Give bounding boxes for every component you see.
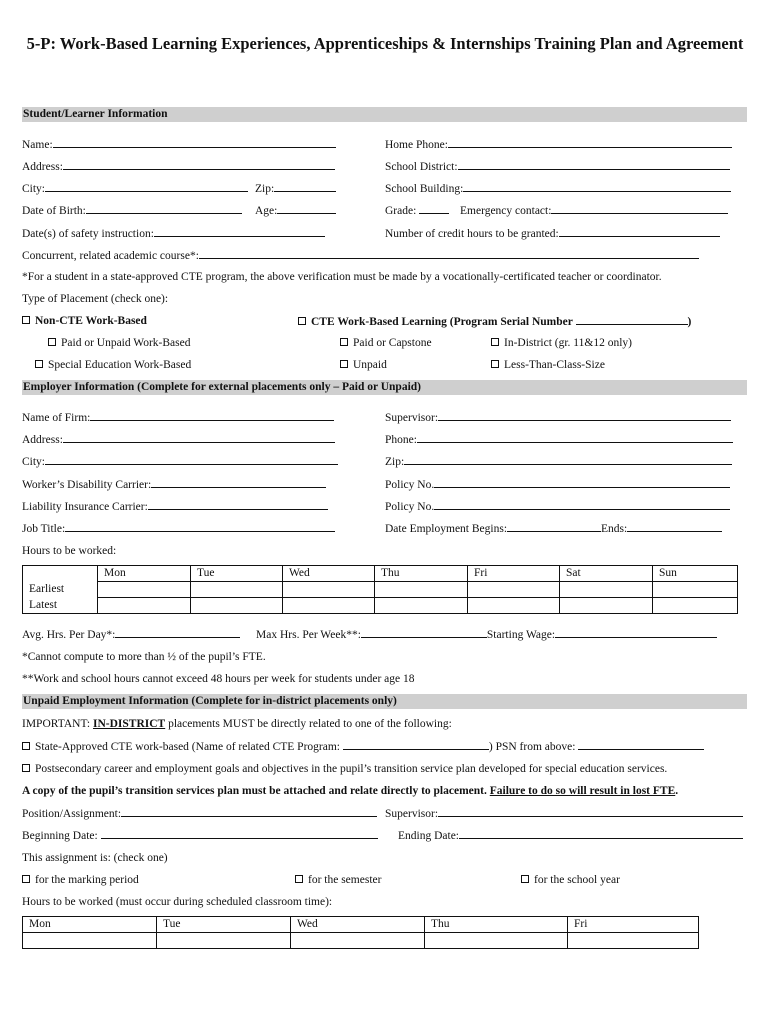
hours-cell[interactable] (375, 598, 468, 614)
checkbox-icon (22, 764, 30, 772)
home-phone-field[interactable]: Home Phone: (385, 137, 732, 152)
checkbox-icon (48, 338, 56, 346)
day-header: Fri (568, 917, 699, 933)
table-row (23, 933, 699, 949)
dob-field[interactable]: Date of Birth: (22, 203, 242, 218)
age-field[interactable]: Age: (255, 203, 336, 218)
hours-cell[interactable] (653, 598, 738, 614)
day-header: Thu (425, 917, 568, 933)
employer-zip-field[interactable]: Zip: (385, 454, 732, 469)
student-zip-field[interactable]: Zip: (255, 181, 336, 196)
row-label: Latest (23, 598, 98, 614)
day-header: Fri (468, 566, 560, 582)
transition-plan-note: A copy of the pupil’s transition services plan must be attached and relate directly to placement. Failure to do so will result in lost FTE. (22, 785, 679, 797)
hours-cell[interactable] (560, 582, 653, 598)
state-approved-checkbox[interactable]: State-Approved CTE work-based (Name of related CTE Program: ) PSN from above: (22, 739, 704, 754)
employer-section-header: Employer Information (Complete for external placements only – Paid or Unpaid) (22, 380, 747, 395)
unpaid-hours-label: Hours to be worked (must occur during scheduled classroom time): (22, 896, 333, 908)
unpaid-supervisor-field[interactable]: Supervisor: (385, 806, 743, 821)
hours-cell[interactable] (560, 598, 653, 614)
checkbox-icon (491, 360, 499, 368)
special-ed-checkbox[interactable]: Special Education Work-Based (35, 358, 191, 372)
postsecondary-checkbox[interactable]: Postsecondary career and employment goals and objectives in the pupil’s transition service plan developed for special education services. (22, 762, 667, 776)
hours-cell[interactable] (468, 598, 560, 614)
policy-no-2-field[interactable]: Policy No. (385, 499, 730, 514)
avg-hours-field[interactable]: Avg. Hrs. Per Day*: (22, 627, 240, 642)
in-district-checkbox[interactable]: In-District (gr. 11&12 only) (491, 336, 632, 350)
employer-city-field[interactable]: City: (22, 454, 338, 469)
hours-cell[interactable] (283, 582, 375, 598)
table-row (23, 598, 738, 614)
hours-cell[interactable] (468, 582, 560, 598)
ending-date-field[interactable]: Ending Date: (398, 828, 743, 843)
unpaid-checkbox[interactable]: Unpaid (340, 358, 387, 372)
student-address-field[interactable]: Address: (22, 159, 335, 174)
assignment-label: This assignment is: (check one) (22, 852, 168, 864)
hours-cell[interactable] (23, 933, 157, 949)
hours-cell[interactable] (425, 933, 568, 949)
checkbox-icon (298, 317, 306, 325)
checkbox-icon (491, 338, 499, 346)
checkbox-icon (295, 875, 303, 883)
fte-note: *Cannot compute to more than ½ of the pupil’s FTE. (22, 651, 266, 663)
student-city-field[interactable]: City: (22, 181, 248, 196)
position-field[interactable]: Position/Assignment: (22, 806, 377, 821)
day-header: Thu (375, 566, 468, 582)
grade-field[interactable]: Grade: (385, 203, 449, 218)
concurrent-course-field[interactable]: Concurrent, related academic course*: (22, 248, 699, 263)
unpaid-section-header: Unpaid Employment Information (Complete for in-district placements only) (22, 694, 747, 709)
day-header: Sun (653, 566, 738, 582)
table-row (23, 917, 699, 933)
employer-supervisor-field[interactable]: Supervisor: (385, 410, 731, 425)
max-hours-field[interactable]: Max Hrs. Per Week**: Starting Wage: (256, 627, 717, 642)
cte-wbl-checkbox[interactable]: CTE Work-Based Learning (Program Serial Number ) (298, 314, 691, 329)
employer-address-field[interactable]: Address: (22, 432, 335, 447)
hours-cell[interactable] (157, 933, 291, 949)
hours-cell[interactable] (191, 598, 283, 614)
employer-phone-field[interactable]: Phone: (385, 432, 733, 447)
school-year-checkbox[interactable]: for the school year (521, 873, 620, 887)
checkbox-icon (35, 360, 43, 368)
cte-note: *For a student in a state-approved CTE program, the above verification must be made by a vocationally-certificated teacher or coordinator. (22, 271, 662, 283)
school-district-field[interactable]: School District: (385, 159, 730, 174)
hours-cell[interactable] (291, 933, 425, 949)
row-label: Earliest (23, 582, 98, 598)
placement-type-label: Type of Placement (check one): (22, 293, 169, 305)
day-header: Sat (560, 566, 653, 582)
name-field[interactable]: Name: (22, 137, 336, 152)
hours-cell[interactable] (283, 598, 375, 614)
unpaid-hours-table (22, 916, 699, 949)
hours-cell[interactable] (375, 582, 468, 598)
paid-unpaid-checkbox[interactable]: Paid or Unpaid Work-Based (48, 336, 191, 350)
hours-cell[interactable] (191, 582, 283, 598)
liability-carrier-field[interactable]: Liability Insurance Carrier: (22, 499, 328, 514)
day-header: Mon (98, 566, 191, 582)
important-note: IMPORTANT: IN-DISTRICT placements MUST be directly related to one of the following: (22, 718, 452, 730)
checkbox-icon (521, 875, 529, 883)
credit-hours-field[interactable]: Number of credit hours to be granted: (385, 226, 720, 241)
student-section-header: Student/Learner Information (22, 107, 747, 122)
hours-cell[interactable] (653, 582, 738, 598)
job-title-field[interactable]: Job Title: (22, 521, 335, 536)
firm-name-field[interactable]: Name of Firm: (22, 410, 334, 425)
checkbox-icon (22, 316, 30, 324)
policy-no-1-field[interactable]: Policy No. (385, 477, 730, 492)
hours-worked-label: Hours to be worked: (22, 545, 117, 557)
employer-hours-table (22, 565, 738, 614)
emergency-contact-field[interactable]: Emergency contact: (460, 203, 728, 218)
marking-period-checkbox[interactable]: for the marking period (22, 873, 139, 887)
hours-cell[interactable] (568, 933, 699, 949)
checkbox-icon (340, 360, 348, 368)
hours-limit-note: **Work and school hours cannot exceed 48 hours per week for students under age 18 (22, 673, 415, 685)
less-than-class-checkbox[interactable]: Less-Than-Class-Size (491, 358, 605, 372)
checkbox-icon (340, 338, 348, 346)
hours-cell[interactable] (98, 582, 191, 598)
disability-carrier-field[interactable]: Worker’s Disability Carrier: (22, 477, 326, 492)
checkbox-icon (22, 875, 30, 883)
semester-checkbox[interactable]: for the semester (295, 873, 381, 887)
page-title: 5-P: Work-Based Learning Experiences, Apprenticeships & Internships Training Plan and Agreement (26, 34, 744, 53)
employment-begins-field[interactable]: Date Employment Begins: Ends: (385, 521, 722, 536)
checkbox-icon (22, 742, 30, 750)
table-row (23, 566, 738, 582)
non-cte-checkbox[interactable]: Non-CTE Work-Based (22, 314, 147, 328)
day-header: Tue (157, 917, 291, 933)
day-header: Wed (291, 917, 425, 933)
safety-instruction-field[interactable]: Date(s) of safety instruction: (22, 226, 325, 241)
school-building-field[interactable]: School Building: (385, 181, 731, 196)
beginning-date-field[interactable]: Beginning Date: (22, 828, 378, 843)
day-header: Mon (23, 917, 157, 933)
day-header: Tue (191, 566, 283, 582)
paid-capstone-checkbox[interactable]: Paid or Capstone (340, 336, 432, 350)
table-row (23, 582, 738, 598)
hours-cell[interactable] (98, 598, 191, 614)
day-header: Wed (283, 566, 375, 582)
